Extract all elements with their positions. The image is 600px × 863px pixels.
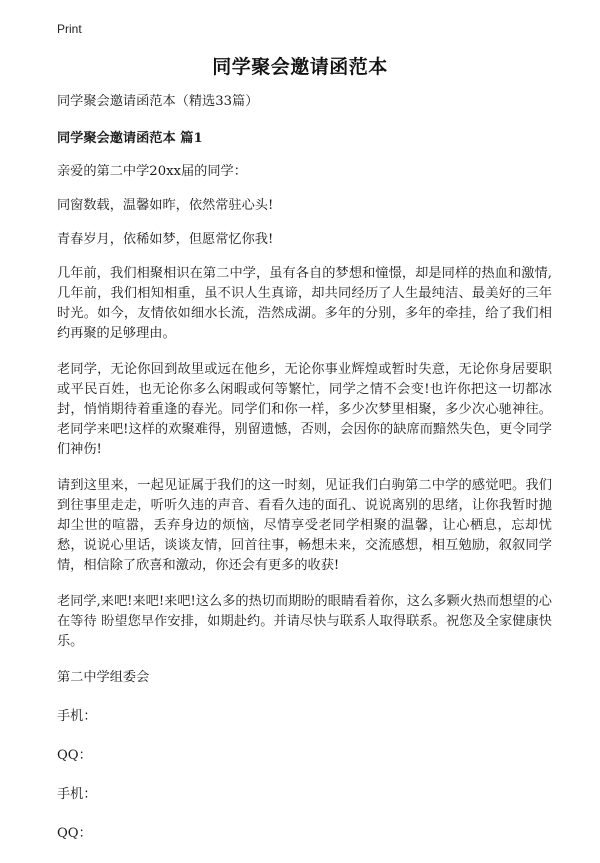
page-title: 同学聚会邀请函范本 bbox=[212, 56, 388, 78]
opening-line-2: 青春岁月，依稀如梦，但愿常忆你我! bbox=[57, 232, 274, 247]
body-paragraph-1: 几年前，我们相聚相识在第二中学，虽有各自的梦想和憧憬，却是同样的热血和激情,几年前，我们相知相重，虽不识人生真谛，却共同经历了人生最纯洁、最美好的三年时光。如今，友情依如细水长流，浩然成湖。多年的分别，多年的牵挂，给了我们相约再聚的足够理由。 bbox=[57, 266, 552, 341]
print-link[interactable]: Print bbox=[57, 22, 82, 36]
contact-phone-2: 手机： bbox=[57, 787, 97, 802]
greeting-line: 亲爱的第二中学20xx届的同学： bbox=[57, 164, 247, 179]
section-heading: 同学聚会邀请函范本 篇1 bbox=[57, 131, 203, 146]
contact-qq-2: QQ： bbox=[57, 826, 92, 841]
body-paragraph-4: 老同学,来吧!来吧!来吧!这么多的热切而期盼的眼睛看着你，这么多颗火热而想望的心在等待 盼望您早作安排，如期赴约。并请尽快与联系人取得联系。祝您及全家健康快乐。 bbox=[57, 594, 552, 649]
document-body bbox=[57, 92, 552, 863]
contact-phone-1: 手机： bbox=[57, 709, 97, 724]
body-paragraph-3: 请到这里来，一起见证属于我们的这一时刻，见证我们白驹第二中学的感觉吧。我们到往事里走走，听听久违的声音、看看久违的面孔、说说离别的思绪，让你我暂时抛却尘世的喧嚣，丢弃身边的烦恼，尽情享受老同学相聚的温馨，让心栖息，忘却忧愁，说说心里话，谈谈友情，回首往事，畅想未来，交流感想，相互勉励，叙叙同学情，相信除了欣喜和激动，你还会有更多的收获! bbox=[57, 478, 552, 573]
document-subtitle: 同学聚会邀请函范本（精选33篇） bbox=[57, 94, 259, 109]
contact-qq-1: QQ： bbox=[57, 748, 92, 763]
opening-line-1: 同窗数载，温馨如昨，依然常驻心头! bbox=[57, 198, 274, 213]
body-paragraph-2: 老同学，无论你回到故里或远在他乡，无论你事业辉煌或暂时失意，无论你身居要职或平民百姓，也无论你多么闲暇或何等繁忙，同学之情不会变!也许你把这一切都冰封，悄悄期待着重逢的春光。同学们和你一样，多少次梦里相聚，多少次心驰神往。老同学来吧!这样的欢聚难得，别留遗憾，否则，会因你的缺席而黯然失色，更令同学们神伤! bbox=[57, 362, 552, 457]
signature-line: 第二中学组委会 bbox=[57, 670, 150, 685]
